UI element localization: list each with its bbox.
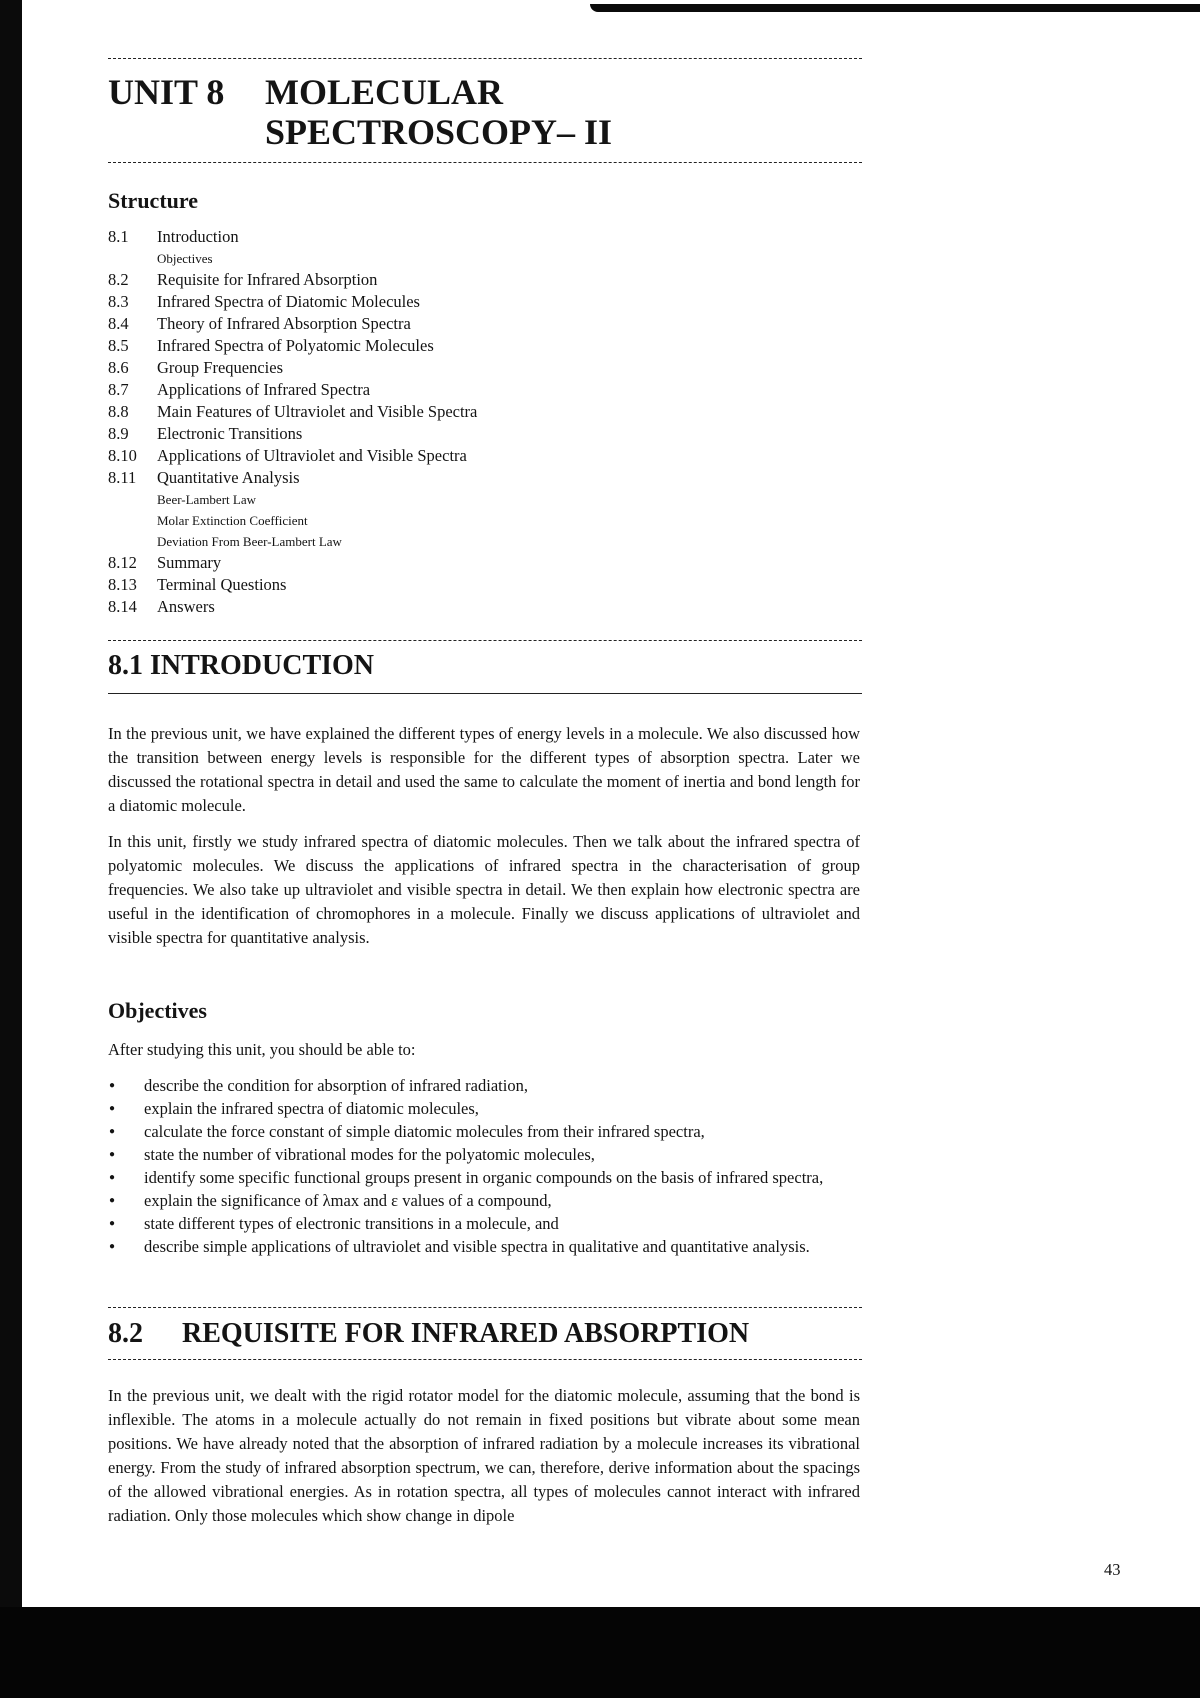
- toc-item-number: 8.14: [108, 597, 137, 616]
- toc-item-label: Summary: [157, 553, 222, 572]
- unit-title-line1: MOLECULAR: [265, 72, 504, 112]
- intro-title: 8.1 INTRODUCTION: [108, 650, 375, 681]
- toc-subitem: Deviation From Beer-Lambert Law: [157, 534, 342, 549]
- toc-item-label: Requisite for Infrared Absorption: [157, 270, 378, 289]
- objective-item: ● describe simple applications of ultraviolet and visible spectra in qualitative and quantitative analysis.: [108, 1236, 860, 1258]
- objective-item: ● calculate the force constant of simple diatomic molecules from their infrared spectra,: [108, 1121, 860, 1143]
- toc-item-number: 8.2: [108, 270, 129, 289]
- toc-item: [108, 357, 477, 379]
- unit-number: UNIT 8: [108, 72, 225, 112]
- title-rule-bottom: [108, 162, 862, 163]
- toc-item-label: Answers: [157, 597, 215, 616]
- toc-item: [108, 226, 477, 248]
- toc-item: [108, 269, 477, 291]
- toc-subitem: Objectives: [157, 251, 213, 266]
- toc-item-number: 8.7: [108, 380, 129, 399]
- toc-item: [108, 552, 477, 574]
- requisite-number: 8.2: [108, 1318, 143, 1349]
- title-rule-top: [108, 58, 862, 59]
- toc-item: [108, 401, 477, 423]
- toc-item-number: 8.13: [108, 575, 137, 594]
- unit-title: [108, 72, 612, 152]
- toc-item-label: Quantitative Analysis: [157, 468, 300, 487]
- structure-heading: Structure: [108, 188, 199, 213]
- objectives-list: [108, 1075, 860, 1259]
- intro-paragraph-1: In the previous unit, we have explained the different types of energy levels in a molecule. We also discussed how the transition between energy levels is responsible for the different types of absorption spectra. Later we discussed the rotational spectra in detail and used the same to calculate the moment of inertia and bond length for a diatomic molecule.: [108, 724, 860, 815]
- toc-item-label: Terminal Questions: [157, 575, 287, 594]
- toc-item-label: Electronic Transitions: [157, 424, 303, 443]
- intro-paragraph-2: In this unit, firstly we study infrared spectra of diatomic molecules. Then we talk about the infrared spectra of polyatomic molecules. We discuss the applications of infrared spectra in the characterisation of group frequencies. We also take up ultraviolet and visible spectra in detail. We then explain how electronic spectra are useful in the identification of chromophores in a molecule. Finally we discuss applications of ultraviolet and visible spectra for quantitative analysis.: [108, 832, 860, 947]
- toc-item: [108, 467, 477, 489]
- toc-item-label: Applications of Infrared Spectra: [157, 380, 371, 399]
- toc-item-label: Infrared Spectra of Polyatomic Molecules: [157, 336, 434, 355]
- toc-item: [108, 379, 477, 401]
- toc-item: [108, 313, 477, 335]
- toc-item-label: Infrared Spectra of Diatomic Molecules: [157, 292, 420, 311]
- requisite-heading: REQUISITE FOR INFRARED ABSORPTION: [182, 1318, 750, 1349]
- toc-item-number: 8.4: [108, 314, 129, 333]
- toc-item: [108, 423, 477, 445]
- scan-edge-top: [590, 4, 1200, 12]
- toc-item-number: 8.10: [108, 446, 137, 465]
- requisite-rule-bottom: [108, 1359, 862, 1360]
- toc-item-label: Main Features of Ultraviolet and Visible Spectra: [157, 402, 478, 421]
- toc-item-number: 8.3: [108, 292, 129, 311]
- toc-item: [108, 574, 477, 596]
- toc-item-number: 8.12: [108, 553, 137, 572]
- toc-item: [108, 445, 477, 467]
- toc-item-label: Theory of Infrared Absorption Spectra: [157, 314, 411, 333]
- intro-rule-bottom: [108, 693, 862, 694]
- objective-item: ● explain the significance of λmax and ε values of a compound,: [108, 1190, 860, 1212]
- toc-item-number: 8.6: [108, 358, 129, 377]
- toc-item-number: 8.1: [108, 227, 129, 246]
- toc-subitem: Molar Extinction Coefficient: [157, 513, 308, 528]
- objectives-heading: Objectives: [108, 998, 207, 1023]
- objectives-lead: After studying this unit, you should be able to:: [108, 1040, 416, 1059]
- page-number: 43: [1104, 1560, 1121, 1579]
- scan-edge-left: [0, 0, 22, 1610]
- toc-item: [108, 335, 477, 357]
- requisite-rule-top: [108, 1307, 862, 1308]
- objective-item: ● state the number of vibrational modes for the polyatomic molecules,: [108, 1144, 860, 1166]
- toc-item-number: 8.8: [108, 402, 129, 421]
- toc-item-label: Group Frequencies: [157, 358, 284, 377]
- toc-item-label: Introduction: [157, 227, 239, 246]
- intro-body: [108, 722, 860, 950]
- toc-item-label: Applications of Ultraviolet and Visible Spectra: [157, 446, 467, 465]
- objective-item: ● describe the condition for absorption of infrared radiation,: [108, 1075, 860, 1097]
- objective-item: ● identify some specific functional groups present in organic compounds on the basis of infrared spectra,: [108, 1167, 860, 1189]
- unit-title-line2: SPECTROSCOPY– II: [265, 112, 613, 152]
- objective-item: ● explain the infrared spectra of diatomic molecules,: [108, 1098, 860, 1120]
- toc-item: [108, 291, 477, 313]
- toc-item-number: 8.9: [108, 424, 129, 443]
- toc-item: [108, 596, 477, 618]
- scan-edge-bottom: [0, 1607, 1200, 1698]
- toc-item-number: 8.11: [108, 468, 137, 487]
- toc-subitem: Beer-Lambert Law: [157, 492, 256, 507]
- structure-list: [108, 226, 477, 618]
- requisite-title: [108, 1318, 749, 1350]
- requisite-paragraph: In the previous unit, we dealt with the rigid rotator model for the diatomic molecule, assuming that the bond is inflexible. The atoms in a molecule actually do not remain in fixed positions but vibrate about some mean positions. We have already noted that the absorption of infrared radiation by a molecule increases its vibrational energy. From the study of infrared absorption spectrum, we can, therefore, derive information about the spacings of the allowed vibrational energies. As in rotation spectra, all types of molecules cannot interact with infrared radiation. Only those molecules which show change in dipole: [108, 1386, 860, 1525]
- intro-rule-top: [108, 640, 862, 641]
- objective-item: ● state different types of electronic transitions in a molecule, and: [108, 1213, 860, 1235]
- toc-item-number: 8.5: [108, 336, 129, 355]
